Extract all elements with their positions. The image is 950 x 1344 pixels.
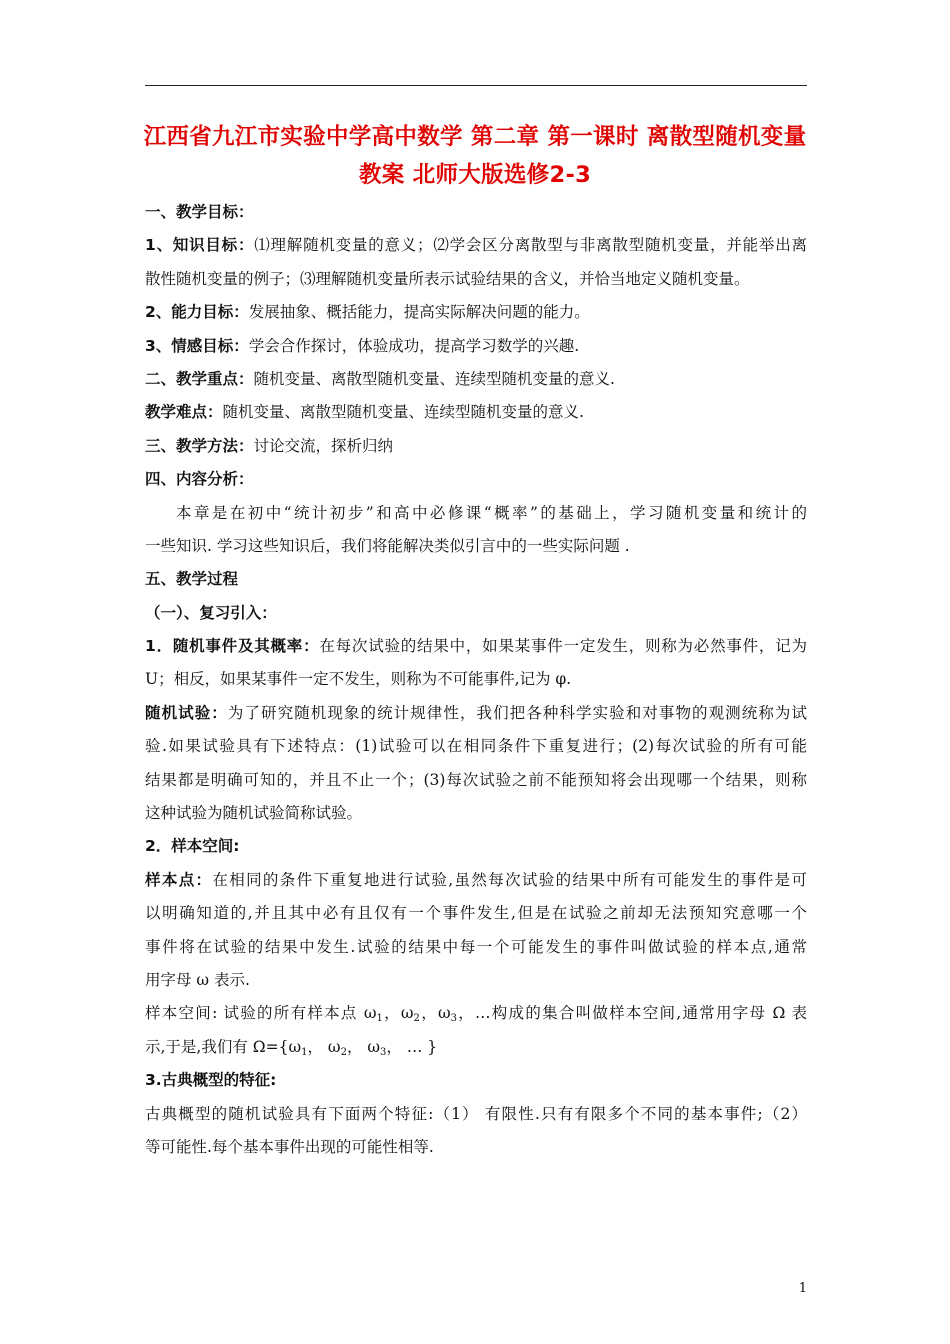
- paragraph-line: 样本点：在相同的条件下重复地进行试验,虽然每次试验的结果中所有可能发生的事件是可: [145, 870, 807, 889]
- paragraph-line: 本章是在初中“统计初步”和高中必修课“概率”的基础上，学习随机变量和统计的: [176, 503, 807, 522]
- paragraph-line: 这种试验为随机试验简称试验。: [145, 804, 363, 823]
- section-heading: 四、内容分析：: [145, 470, 254, 489]
- header-rule: [145, 85, 807, 86]
- paragraph-line: 一些知识. 学习这些知识后，我们将能解决类似引言中的一些实际问题 .: [145, 536, 630, 555]
- paragraph-line: 古典概型的随机试验具有下面两个特征:（1） 有限性.只有有限多个不同的基本事件;（2）: [145, 1104, 807, 1123]
- paragraph-line: 随机试验：为了研究随机现象的统计规律性，我们把各种科学实验和对事物的观测统称为试: [145, 703, 807, 722]
- paragraph-line: 用字母 ω 表示.: [145, 970, 250, 989]
- section-heading: 2．样本空间:: [145, 837, 240, 856]
- title-line-2: 教案 北师大版选修2-3: [358, 162, 592, 188]
- paragraph-line: 2、能力目标：发展抽象、概括能力，提高实际解决问题的能力。: [145, 303, 590, 322]
- paragraph-line: 样本空间: 试验的所有样本点 ω1，ω2，ω3，…构成的集合叫做样本空间,通常用字母 Ω 表: [145, 1004, 807, 1025]
- paragraph-line: 3、情感目标：学会合作探讨，体验成功，提高学习数学的兴趣.: [145, 336, 580, 355]
- paragraph-line: 三、教学方法：讨论交流，探析归纳: [145, 436, 394, 455]
- section-heading: （一）、复习引入：: [145, 603, 277, 622]
- title-line-1: 江西省九江市实验中学高中数学 第二章 第一课时 离散型随机变量: [143, 124, 807, 150]
- section-heading: 五、教学过程: [145, 570, 239, 589]
- paragraph-line: 散性随机变量的例子；⑶理解随机变量所表示试验结果的含义，并恰当地定义随机变量。: [145, 269, 750, 288]
- paragraph-line: 教学难点：随机变量、离散型随机变量、连续型随机变量的意义.: [145, 403, 584, 422]
- paragraph-line: 1．随机事件及其概率：在每次试验的结果中，如果某事件一定发生，则称为必然事件，记为: [145, 637, 807, 656]
- paragraph-line: 1、知识目标：⑴理解随机变量的意义；⑵学会区分离散型与非离散型随机变量，并能举出离: [145, 236, 807, 255]
- document-title: [130, 118, 820, 194]
- paragraph-line: 二、教学重点：随机变量、离散型随机变量、连续型随机变量的意义.: [145, 369, 615, 388]
- section-heading: 一、教学目标：: [145, 203, 254, 221]
- document-body: [145, 196, 807, 1164]
- paragraph-line: 结果都是明确可知的，并且不止一个；(3)每次试验之前不能预知将会出现哪一个结果，则称: [145, 770, 807, 789]
- paragraph-line: 验.如果试验具有下述特点：(1)试验可以在相同条件下重复进行；(2)每次试验的所有可能: [145, 737, 807, 756]
- section-heading: 3.古典概型的特征:: [145, 1071, 277, 1090]
- page-number: 1: [798, 1281, 807, 1296]
- paragraph-line: 事件将在试验的结果中发生.试验的结果中每一个可能发生的事件叫做试验的样本点,通常: [145, 937, 807, 956]
- paragraph-line: 以明确知道的,并且其中必有且仅有一个事件发生,但是在试验之前却无法预知究意哪一个: [145, 904, 807, 923]
- paragraph-line: 示,于是,我们有 Ω={ω1， ω2， ω3， … }: [145, 1037, 438, 1058]
- paragraph-line: 等可能性.每个基本事件出现的可能性相等.: [145, 1137, 434, 1156]
- paragraph-line: U；相反，如果某事件一定不发生，则称为不可能事件,记为 φ.: [145, 670, 572, 689]
